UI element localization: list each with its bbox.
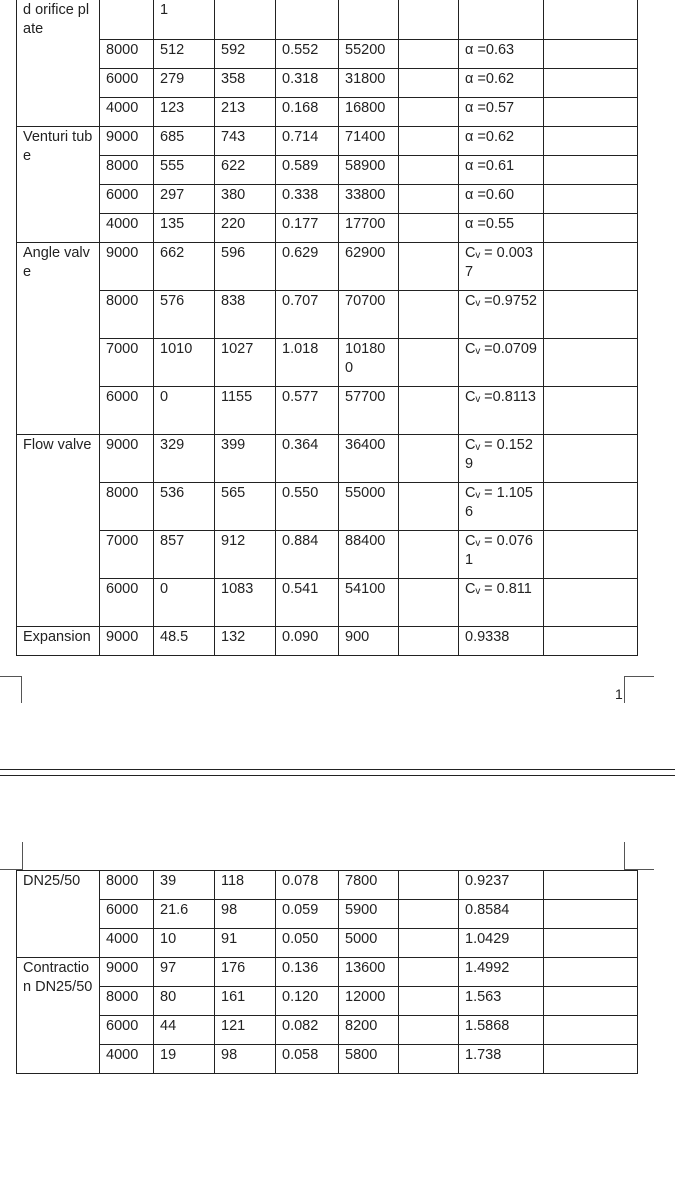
- table-cell: [399, 871, 459, 900]
- table-cell: 1027: [215, 339, 276, 387]
- table-cell: [399, 627, 459, 656]
- table-cell: 33800: [339, 185, 399, 214]
- page-number: 1: [615, 686, 623, 702]
- table-cell: α =0.62: [459, 127, 544, 156]
- margin-corner-mark: [21, 676, 22, 703]
- table-cell: [544, 531, 638, 579]
- margin-corner-mark: [624, 676, 625, 703]
- table-cell: 1.0429: [459, 929, 544, 958]
- table-cell: α =0.55: [459, 214, 544, 243]
- table-cell: [544, 1045, 638, 1074]
- table-cell: [459, 0, 544, 40]
- table-cell: 7800: [339, 871, 399, 900]
- table-row: [17, 0, 638, 40]
- table-cell: 9000: [100, 627, 154, 656]
- table-cell: 1010: [154, 339, 215, 387]
- table-cell: 592: [215, 40, 276, 69]
- table-cell: 0.050: [276, 929, 339, 958]
- table-cell: [544, 435, 638, 483]
- table-cell: [399, 69, 459, 98]
- table-cell: 54100: [339, 579, 399, 627]
- table-cell: 536: [154, 483, 215, 531]
- table-row: [17, 900, 638, 929]
- table-cell: Cᵥ =0.9752: [459, 291, 544, 339]
- table-cell: [399, 958, 459, 987]
- table-cell: 0.577: [276, 387, 339, 435]
- table-cell: [544, 127, 638, 156]
- table-cell: [544, 871, 638, 900]
- table-cell: [399, 929, 459, 958]
- table-cell: 1: [154, 0, 215, 40]
- component-label-cell: Venturi tube: [17, 127, 100, 243]
- table-cell: 7000: [100, 339, 154, 387]
- table-cell: [399, 1016, 459, 1045]
- table-cell: Cᵥ = 0.1529: [459, 435, 544, 483]
- table-cell: [544, 987, 638, 1016]
- table-cell: 58900: [339, 156, 399, 185]
- table-cell: α =0.63: [459, 40, 544, 69]
- table-cell: 213: [215, 98, 276, 127]
- table-cell: [544, 627, 638, 656]
- component-label-cell: Expansion: [17, 627, 100, 656]
- table-cell: 279: [154, 69, 215, 98]
- table-cell: 380: [215, 185, 276, 214]
- table-cell: 512: [154, 40, 215, 69]
- table-cell: 6000: [100, 69, 154, 98]
- table-cell: [399, 98, 459, 127]
- table-cell: 0.318: [276, 69, 339, 98]
- component-label-cell: DN25/50: [17, 871, 100, 958]
- table-cell: 161: [215, 987, 276, 1016]
- table-cell: 743: [215, 127, 276, 156]
- table-cell: [544, 929, 638, 958]
- table-cell: [399, 387, 459, 435]
- table-cell: 912: [215, 531, 276, 579]
- table-cell: [544, 185, 638, 214]
- table-cell: Cᵥ = 1.1056: [459, 483, 544, 531]
- table-cell: 10: [154, 929, 215, 958]
- component-label-cell: Angle valve: [17, 243, 100, 435]
- margin-corner-mark: [0, 676, 22, 677]
- table-cell: α =0.61: [459, 156, 544, 185]
- table-cell: [276, 0, 339, 40]
- margin-corner-mark: [22, 842, 23, 869]
- table-cell: [399, 40, 459, 69]
- table-cell: 0: [154, 579, 215, 627]
- table-cell: 98: [215, 900, 276, 929]
- results-table-page-1: [16, 0, 638, 656]
- table-cell: 0.120: [276, 987, 339, 1016]
- table-row: [17, 987, 638, 1016]
- table-cell: [544, 156, 638, 185]
- table-row: [17, 40, 638, 69]
- table-row: [17, 339, 638, 387]
- table-cell: 0.8584: [459, 900, 544, 929]
- table-cell: 622: [215, 156, 276, 185]
- table-cell: Cᵥ =0.0709: [459, 339, 544, 387]
- table-row: [17, 185, 638, 214]
- table-cell: [399, 156, 459, 185]
- table-cell: 17700: [339, 214, 399, 243]
- table-cell: 1155: [215, 387, 276, 435]
- table-cell: 19: [154, 1045, 215, 1074]
- table-cell: 0.9237: [459, 871, 544, 900]
- margin-corner-mark: [624, 676, 654, 677]
- table-cell: [399, 531, 459, 579]
- table-cell: 8000: [100, 156, 154, 185]
- table-cell: 8200: [339, 1016, 399, 1045]
- table-cell: 1.563: [459, 987, 544, 1016]
- table-cell: 0.177: [276, 214, 339, 243]
- table-row: [17, 1016, 638, 1045]
- table-cell: 220: [215, 214, 276, 243]
- table-row: [17, 531, 638, 579]
- table-cell: Cᵥ = 0.811: [459, 579, 544, 627]
- table-cell: 1.5868: [459, 1016, 544, 1045]
- table-cell: 565: [215, 483, 276, 531]
- table-cell: [544, 339, 638, 387]
- table-cell: 9000: [100, 958, 154, 987]
- table-cell: 8000: [100, 40, 154, 69]
- table-cell: Cᵥ =0.8113: [459, 387, 544, 435]
- table-cell: 1.018: [276, 339, 339, 387]
- table-cell: [100, 0, 154, 40]
- table-cell: 8000: [100, 291, 154, 339]
- table-cell: 48.5: [154, 627, 215, 656]
- table-cell: 0: [154, 387, 215, 435]
- table-row: [17, 387, 638, 435]
- table-cell: 13600: [339, 958, 399, 987]
- table-cell: 0.058: [276, 1045, 339, 1074]
- table-cell: 399: [215, 435, 276, 483]
- table-cell: 900: [339, 627, 399, 656]
- table-row: [17, 435, 638, 483]
- table-cell: 80: [154, 987, 215, 1016]
- table-cell: 0.629: [276, 243, 339, 291]
- table-cell: 12000: [339, 987, 399, 1016]
- margin-corner-mark: [624, 842, 625, 869]
- table-row: [17, 127, 638, 156]
- table-cell: α =0.60: [459, 185, 544, 214]
- table-cell: [399, 185, 459, 214]
- table-cell: 8000: [100, 871, 154, 900]
- table-cell: [399, 1045, 459, 1074]
- table-row: [17, 1045, 638, 1074]
- table-cell: [544, 1016, 638, 1045]
- table-cell: 98: [215, 1045, 276, 1074]
- table-row: [17, 291, 638, 339]
- table-cell: 31800: [339, 69, 399, 98]
- table-cell: [215, 0, 276, 40]
- table-cell: 176: [215, 958, 276, 987]
- table-cell: [544, 579, 638, 627]
- table-cell: 70700: [339, 291, 399, 339]
- table-cell: 857: [154, 531, 215, 579]
- table-cell: 0.9338: [459, 627, 544, 656]
- table-cell: 0.884: [276, 531, 339, 579]
- table-cell: 7000: [100, 531, 154, 579]
- table-cell: [544, 40, 638, 69]
- table-cell: [399, 127, 459, 156]
- component-label-cell: Flow valve: [17, 435, 100, 627]
- page-break-line: [0, 769, 675, 770]
- table-cell: 4000: [100, 929, 154, 958]
- table-cell: 9000: [100, 243, 154, 291]
- table-cell: Cᵥ = 0.0761: [459, 531, 544, 579]
- table-cell: 4000: [100, 98, 154, 127]
- table-cell: 0.589: [276, 156, 339, 185]
- table-row: [17, 929, 638, 958]
- table-cell: 0.541: [276, 579, 339, 627]
- table-cell: 838: [215, 291, 276, 339]
- table-cell: 44: [154, 1016, 215, 1045]
- table-row: [17, 69, 638, 98]
- table-cell: [544, 0, 638, 40]
- table-cell: 0.090: [276, 627, 339, 656]
- table-cell: 297: [154, 185, 215, 214]
- table-cell: 123: [154, 98, 215, 127]
- table-cell: 0.082: [276, 1016, 339, 1045]
- table-cell: 6000: [100, 579, 154, 627]
- table-cell: [544, 483, 638, 531]
- table-row: [17, 156, 638, 185]
- table-cell: 9000: [100, 435, 154, 483]
- results-table-page-2: [16, 870, 638, 1074]
- table-cell: 0.550: [276, 483, 339, 531]
- table-cell: 1083: [215, 579, 276, 627]
- table-cell: 8000: [100, 987, 154, 1016]
- table-cell: 121: [215, 1016, 276, 1045]
- table-row: [17, 871, 638, 900]
- table-row: [17, 98, 638, 127]
- table-cell: [339, 0, 399, 40]
- table-cell: 0.168: [276, 98, 339, 127]
- table-cell: 1.4992: [459, 958, 544, 987]
- table-cell: 6000: [100, 1016, 154, 1045]
- table-cell: 9000: [100, 127, 154, 156]
- table-cell: 5000: [339, 929, 399, 958]
- table-cell: 8000: [100, 483, 154, 531]
- table-cell: 6000: [100, 387, 154, 435]
- table-cell: [399, 339, 459, 387]
- table-cell: 118: [215, 871, 276, 900]
- table-row: [17, 483, 638, 531]
- table-cell: α =0.62: [459, 69, 544, 98]
- table-cell: [399, 0, 459, 40]
- component-label-cell: Contraction DN25/50: [17, 958, 100, 1074]
- table-cell: [544, 69, 638, 98]
- table-cell: 662: [154, 243, 215, 291]
- table-cell: 1.738: [459, 1045, 544, 1074]
- table-cell: 55200: [339, 40, 399, 69]
- table-row: [17, 627, 638, 656]
- table-cell: 0.136: [276, 958, 339, 987]
- table-cell: 6000: [100, 185, 154, 214]
- table-cell: 555: [154, 156, 215, 185]
- table-cell: [544, 98, 638, 127]
- table-cell: 97: [154, 958, 215, 987]
- table-cell: 358: [215, 69, 276, 98]
- table-cell: [399, 900, 459, 929]
- table-cell: 0.707: [276, 291, 339, 339]
- table-cell: [544, 387, 638, 435]
- table-cell: 91: [215, 929, 276, 958]
- table-cell: 57700: [339, 387, 399, 435]
- table-cell: 5900: [339, 900, 399, 929]
- table-cell: 55000: [339, 483, 399, 531]
- table-cell: [399, 243, 459, 291]
- table-cell: [544, 900, 638, 929]
- table-cell: 0.552: [276, 40, 339, 69]
- table-cell: 0.364: [276, 435, 339, 483]
- table-cell: 685: [154, 127, 215, 156]
- table-cell: [399, 291, 459, 339]
- table-cell: 88400: [339, 531, 399, 579]
- table-cell: 0.338: [276, 185, 339, 214]
- table-row: [17, 243, 638, 291]
- table-cell: 132: [215, 627, 276, 656]
- table-cell: 4000: [100, 1045, 154, 1074]
- table-cell: [399, 579, 459, 627]
- page-2: [0, 776, 675, 1178]
- table-cell: 576: [154, 291, 215, 339]
- table-cell: Cᵥ = 0.0037: [459, 243, 544, 291]
- table-cell: 4000: [100, 214, 154, 243]
- table-cell: 0.078: [276, 871, 339, 900]
- table-cell: [544, 243, 638, 291]
- component-label-line: d orifice plate: [23, 2, 90, 37]
- component-label-cell: [17, 0, 100, 127]
- table-cell: 36400: [339, 435, 399, 483]
- table-cell: 6000: [100, 900, 154, 929]
- table-cell: 21.6: [154, 900, 215, 929]
- table-cell: 135: [154, 214, 215, 243]
- table-cell: 39: [154, 871, 215, 900]
- table-cell: [399, 214, 459, 243]
- table-cell: 16800: [339, 98, 399, 127]
- table-cell: [399, 483, 459, 531]
- table-cell: [544, 291, 638, 339]
- table-cell: 62900: [339, 243, 399, 291]
- table-cell: 0.714: [276, 127, 339, 156]
- table-cell: 0.059: [276, 900, 339, 929]
- table-cell: α =0.57: [459, 98, 544, 127]
- table-cell: 71400: [339, 127, 399, 156]
- table-row: [17, 214, 638, 243]
- table-cell: [544, 214, 638, 243]
- table-cell: 101800: [339, 339, 399, 387]
- table-cell: [544, 958, 638, 987]
- table-cell: 329: [154, 435, 215, 483]
- table-cell: [399, 435, 459, 483]
- table-cell: 5800: [339, 1045, 399, 1074]
- table-cell: 596: [215, 243, 276, 291]
- table-row: [17, 579, 638, 627]
- table-cell: [399, 987, 459, 1016]
- table-row: [17, 958, 638, 987]
